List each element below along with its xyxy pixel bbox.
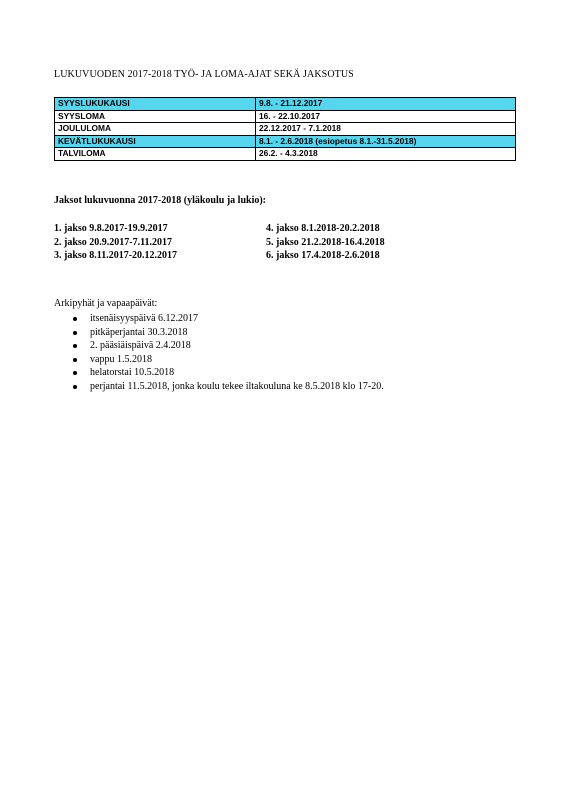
- period-dates: 9.8. - 21.12.2017: [256, 98, 516, 111]
- jaksot-heading: Jaksot lukuvuonna 2017-2018 (yläkoulu ja lukio):: [54, 195, 267, 206]
- table-row: [55, 135, 516, 148]
- list-item: [71, 312, 384, 326]
- table-row: [55, 123, 516, 136]
- period-dates: 22.12.2017 - 7.1.2018: [256, 123, 516, 136]
- holiday-text: pitkäperjantai 30.3.2018: [90, 326, 188, 338]
- holidays-heading: Arkipyhät ja vapaapäivät:: [54, 298, 158, 309]
- jakso-item: 1. jakso 9.8.2017-19.9.2017: [54, 223, 168, 234]
- jakso-item: 5. jakso 21.2.2018-16.4.2018: [266, 237, 385, 248]
- period-name: TALVILOMA: [55, 148, 256, 161]
- period-dates: 8.1. - 2.6.2018 (esiopetus 8.1.-31.5.2018): [256, 135, 516, 148]
- holiday-text: 2. pääsiäispäivä 2.4.2018: [90, 340, 191, 352]
- jakso-item: 4. jakso 8.1.2018-20.2.2018: [266, 223, 380, 234]
- period-name: SYYSLOMA: [55, 110, 256, 123]
- period-name: KEVÄTLUKUKAUSI: [55, 135, 256, 148]
- holiday-text: perjantai 11.5.2018, jonka koulu tekee iltakouluna ke 8.5.2018 klo 17-20.: [90, 380, 384, 392]
- holiday-text: vappu 1.5.2018: [90, 353, 152, 365]
- holidays-list: [71, 312, 384, 394]
- period-dates: 16. - 22.10.2017: [256, 110, 516, 123]
- bullet-icon: [73, 317, 77, 321]
- list-item: [71, 326, 384, 340]
- table-row: [55, 98, 516, 111]
- bullet-icon: [73, 331, 77, 335]
- list-item: [71, 380, 384, 394]
- periods-table: [54, 97, 516, 161]
- list-item: [71, 366, 384, 380]
- bullet-icon: [73, 358, 77, 362]
- list-item: [71, 353, 384, 367]
- bullet-icon: [73, 371, 77, 375]
- table-row: [55, 148, 516, 161]
- list-item: [71, 339, 384, 353]
- table-row: [55, 110, 516, 123]
- holiday-text: helatorstai 10.5.2018: [90, 367, 175, 379]
- period-dates: 26.2. - 4.3.2018: [256, 148, 516, 161]
- period-name: JOULULOMA: [55, 123, 256, 136]
- period-name: SYYSLUKUKAUSI: [55, 98, 256, 111]
- jakso-item: 2. jakso 20.9.2017-7.11.2017: [54, 237, 173, 248]
- holiday-text: itsenäisyyspäivä 6.12.2017: [90, 313, 199, 324]
- jakso-item: 6. jakso 17.4.2018-2.6.2018: [266, 250, 380, 261]
- jakso-item: 3. jakso 8.11.2017-20.12.2017: [54, 250, 178, 261]
- bullet-icon: [73, 344, 77, 348]
- bullet-icon: [73, 385, 77, 389]
- page-title: LUKUVUODEN 2017-2018 TYÖ- JA LOMA-AJAT SEKÄ JAKSOTUS: [54, 69, 354, 80]
